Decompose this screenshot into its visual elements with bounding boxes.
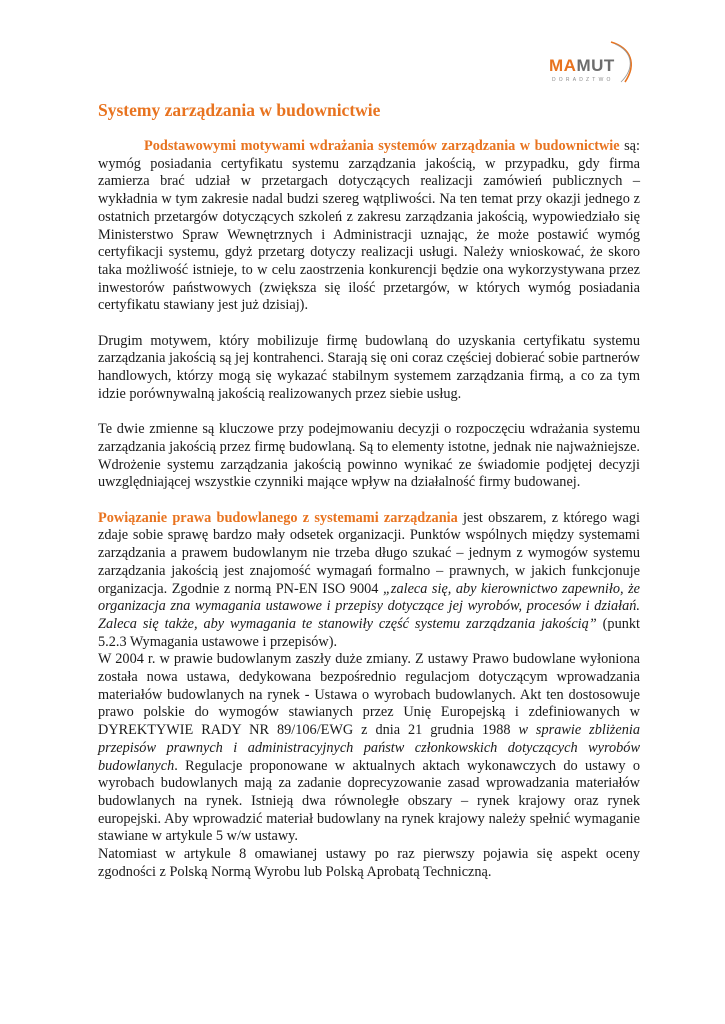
paragraph-motives-text: są: wymóg posiadania certyfikatu systemu zarządzania jakością, w przypadku, gdy firma zamierza brać udział w przetargach dotyczących realizacji zamówień publicznych – wykładnia w tym zakresie nadal budzi szereg wątpliwości. Na ten temat przy okazji jednego z ostatnich przetargów dotyczących szkoleń z zakresu zarządzania jakością, wypowiedziało się Ministerstwo Spraw Wewnętrznych i Administracji uznając, że może postawić wymóg certyfikacji systemu, gdyż przetarg dotyczy realizacji usługi. Należy wnioskować, że skoro taka możliwość istnieje, to w celu zaostrzenia konkurencji będzie ona wykorzystywana przez inwestorów państwowych (zwiększa się ilość przetargów, w których wymóg posiadania certyfikatu stawiany jest już dzisiaj).: [98, 138, 640, 314]
paragraph-law-link-lead: Powiązanie prawa budowlanego z systemami zarządzania: [98, 509, 458, 526]
paragraph-law-link: [98, 510, 640, 652]
paragraph-article-8: Natomiast w artykule 8 omawianej ustawy po raz pierwszy pojawia się aspekt oceny zgodności z Polską Normą Wyrobu lub Polską Aprobatą Techniczną.: [98, 846, 640, 880]
logo-mut: MUT: [576, 56, 615, 75]
paragraph-law-link-text2: (punkt 5.2.3 Wymagania ustawowe i przepisów).: [98, 615, 640, 650]
directive-title: w sprawie zbliżenia przepisów prawnych i administracyjnych państw członkowskich dotyczących wyrobów budowlanych: [98, 722, 640, 774]
paragraph-motives-lead: Podstawowymi motywami wdrażania systemów zarządzania w budownictwie: [144, 138, 620, 154]
paragraph-2004-text1: W 2004 r. w prawie budowlanym zaszły duże zmiany. Z ustawy Prawo budowlane wyłoniona została nowa ustawa, dedykowana bezpośrednio regulacjom dotyczącym wprowadzania materiałów budowlanych na rynek - Ustawa o wyrobach budowlanych. Akt ten dostosowuje prawo polskie do wymogów stawianych przez Unię Europejską i zdefiniowanych w DYREKTYWIE RADY NR 89/106/EWG z dnia 21 grudnia 1988: [98, 651, 640, 739]
paragraph-2004-text2: . Regulacje proponowane w aktualnych aktach wykonawczych do ustawy o wyrobach budowlanych mają za zadanie doprecyzowanie zasad wprowadzania materiałów budowlanych na rynek. Istnieją dwa równoległe obszary – rynek krajowy oraz rynek europejski. Aby wprowadzić materiał budowlany na rynek krajowy należy spełnić wymaganie stawiane w artykule 5 w/w ustawy.: [98, 757, 640, 845]
paragraph-key-variables: Te dwie zmienne są kluczowe przy podejmowaniu decyzji o rozpoczęciu wdrażania systemu zarządzania jakością przez firmę budowlaną. Są to elementy istotne, jednak nie najważniejsze. Wdrożenie systemu zarządzania jakością powinno wynikać ze świadomie podjętej decyzji uwzględniającej wszystkie czynniki mające wpływ na działalność firmy budowanej.: [98, 421, 640, 491]
document-title: Systemy zarządzania w budownictwie: [98, 100, 381, 120]
paragraph-contractors: Drugim motywem, który mobilizuje firmę budowlaną do uzyskania certyfikatu systemu zarządzania jakością są jej kontrahenci. Starają się oni coraz częściej dobierać sobie partnerów handlowych, którzy mogą się wykazać stabilnym systemem zarządzania firmą, a co za tym idzie porównywalną jakością realizowanych przez siebie usług.: [98, 332, 640, 402]
paragraph-motives: [98, 138, 640, 315]
document-body: [98, 138, 640, 881]
logo-subtitle: DORADZTWO: [552, 77, 614, 83]
iso-quote: „zaleca się, aby kierownictwo zapewniło, że organizacja zna wymagania ustawowe i przepisy dotyczące jej wyrobów, procesów i działań. Zaleca się także, aby wymagania te stanowiły część systemu zarządzania jakością”: [98, 580, 640, 632]
paragraph-2004-changes: [98, 651, 640, 846]
logo-wordmark: [549, 56, 615, 76]
logo-ma: MA: [549, 56, 577, 75]
mamut-logo: [547, 40, 647, 90]
paragraph-law-link-text1: jest obszarem, z którego wagi zdaje sobie sprawę bardzo mały odsetek organizacji. Punktów wspólnych między systemami zarządzania a prawem budowlanym nie trzeba długo szukać – jednym z wymogów systemu zarządzania jakością jest znajomość wymagań formalno – prawnych, w jakich funkcjonuje organizacja. Zgodnie z normą PN-EN ISO 9004: [98, 509, 640, 597]
